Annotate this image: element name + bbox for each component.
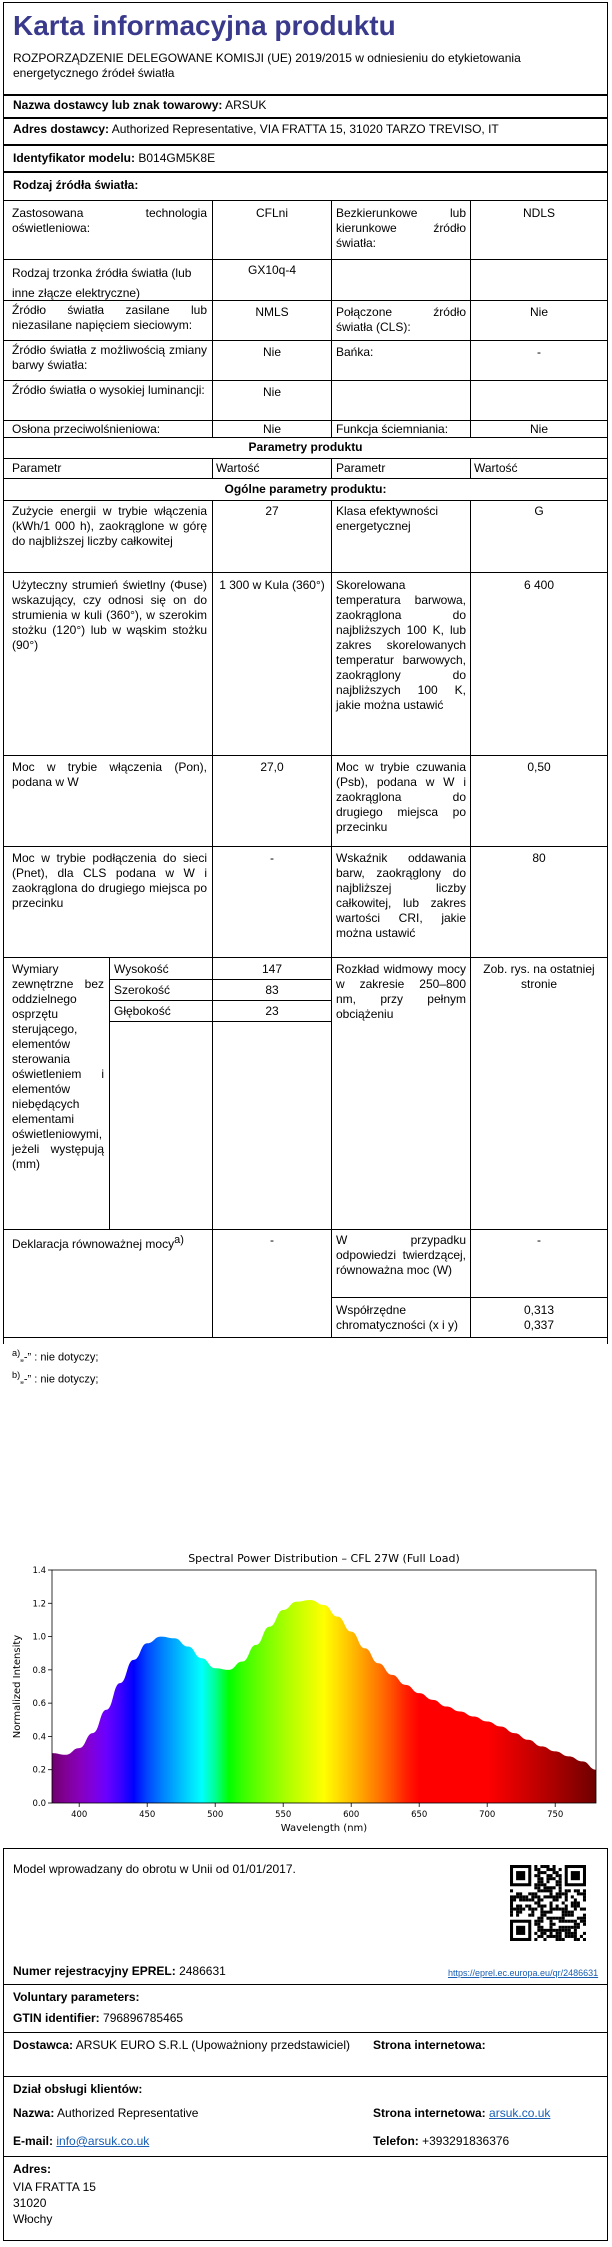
gtin-row: GTIN identifier: 796896785465 (13, 2011, 184, 2025)
service-name-row: Nazwa: Authorized Representative (13, 2106, 199, 2120)
voluntary-heading: Voluntary parameters: (13, 1990, 140, 2004)
spectrum-area (52, 1600, 596, 1803)
dim-width-value: 83 (265, 983, 279, 997)
source-row-3-value2: Nie (529, 305, 548, 319)
param-flux-label: Użyteczny strumień świetlny (Φuse) wskazujący, czy odnosi się on do strumienia w kuli (360°), w szerokim stożku (120°) lub w wąskim stożku (90°) (12, 578, 207, 652)
service-address-line-3: Włochy (13, 2212, 53, 2226)
y-tick-label-1: 1.0 (32, 1632, 46, 1643)
dim-depth-value: 23 (265, 1004, 279, 1018)
source-row-4-label: Źródło światła z możliwością zmiany barwy światła: (12, 343, 207, 372)
service-website-row: Strona internetowa: arsuk.co.uk (373, 2106, 551, 2120)
param-spectrum-value: Zob. rys. na ostatniej stronie (483, 962, 595, 991)
param-class-value: G (534, 504, 544, 518)
param-chroma-label: Współrzędne chromatyczności (x i y) (336, 1303, 459, 1332)
chart-title: Spectral Power Distribution – CFL 27W (Full Load) (188, 1552, 460, 1565)
source-row-6-label: Osłona przeciwolśnieniowa: (12, 422, 161, 436)
dim-depth-label: Głębokość (114, 1004, 171, 1018)
param-led-value: - (537, 1233, 541, 1247)
regulation-text: ROZPORZĄDZENIE DELEGOWANE KOMISJI (UE) 2019/2015 w odniesieniu do etykietowania energetycznego źródeł światła (13, 51, 521, 80)
source-row-4-label2: Bańka: (336, 345, 374, 359)
params-heading: Parametry produktu (248, 440, 363, 454)
source-row-3-label: Źródło światła zasilane lub niezasilane napięciem sieciowym: (12, 303, 207, 332)
x-tick-label-600: 600 (343, 1810, 360, 1820)
eprel-link[interactable]: https://eprel.ec.europa.eu/qr/2486631 (448, 1968, 599, 1978)
x-tick-label-550: 550 (275, 1810, 292, 1820)
source-row-1-label2: Bezkierunkowe lub kierunkowe źródło światła: (336, 206, 466, 250)
param-pon-label: Moc w trybie włączenia (Pon), podana w W (12, 760, 207, 789)
supplier-name-row: Nazwa dostawcy lub znak towarowy: ARSUK (13, 98, 267, 112)
dostawca-website-label: Strona internetowa: (373, 2038, 486, 2052)
param-energy-label: Zużycie energii w trybie włączenia (kWh/1 000 h), zaokrąglone w górę do najbliższej liczby całkowitej (12, 504, 207, 548)
y-tick-label-0.4: 0.4 (32, 1732, 46, 1743)
dim-height-value: 147 (261, 962, 283, 976)
service-address-label: Adres: (13, 2162, 52, 2176)
y-axis-label: Normalized Intensity (12, 1634, 23, 1739)
qr-code-icon[interactable] (510, 1865, 586, 1941)
col-param-header-2: Parametr (336, 461, 386, 475)
param-cct-value: 6 400 (523, 578, 555, 592)
x-axis-label: Wavelength (nm) (280, 1823, 368, 1834)
x-tick-label-650: 650 (411, 1810, 428, 1820)
param-pnet-value: - (270, 851, 274, 865)
x-tick-label-500: 500 (207, 1810, 224, 1820)
param-chroma-value-x: 0,313 (523, 1303, 555, 1317)
source-row-6-value2: Nie (529, 422, 548, 436)
market-date-text: Model wprowadzany do obrotu w Unii od 01/01/2017. (13, 1862, 296, 1876)
source-row-3-value: NMLS (255, 305, 289, 319)
footnote-b: $^{b)}$„-” : nie dotyczy; (12, 1370, 99, 1386)
param-cri-label: Wskaźnik oddawania barw, zaokrąglony do najbliższej liczby całkowitej, lub zakres wartości CRI, jakie można ustawić (336, 851, 466, 940)
footnote-a: $^{a)}$„-” : nie dotyczy; (12, 1348, 99, 1364)
x-tick-label-700: 700 (479, 1810, 496, 1820)
dim-width-label: Szerokość (114, 983, 171, 997)
param-cct-label: Skorelowana temperatura barwowa, zaokrąglona do najbliższych 100 K, lub zakres skorelowanych temperatur barwowych, zaokrąglony do najbliższych 100 K, jakie można ustawić (336, 578, 466, 712)
param-pon-value: 27,0 (260, 760, 284, 774)
source-row-6-label2: Funkcja ściemniania: (336, 422, 449, 436)
source-row-2-label: Rodzaj trzonka źródła światła (lub inne złącze elektryczne) (12, 266, 192, 300)
source-row-4-value: Nie (262, 345, 281, 359)
y-tick-label-0.8: 0.8 (32, 1665, 46, 1676)
x-tick-label-750: 750 (547, 1810, 564, 1820)
source-row-1-value: CFLni (255, 206, 288, 220)
source-row-3-label2: Połączone źródło światła (CLS): (336, 305, 466, 334)
y-tick-label-1.2: 1.2 (32, 1599, 46, 1610)
website-link[interactable]: arsuk.co.uk (489, 2106, 551, 2120)
param-spectrum-label: Rozkład widmowy mocy w zakresie 250–800 nm, przy pełnym obciążeniu (336, 962, 466, 1021)
param-cri-value: 80 (532, 851, 546, 865)
source-row-6-value: Nie (262, 422, 281, 436)
dostawca-row: Dostawca: ARSUK EURO S.R.L (Upoważniony przedstawiciel) (13, 2038, 351, 2052)
source-row-4-value2: - (537, 345, 541, 359)
source-row-1-value2: NDLS (522, 206, 555, 220)
source-row-1-label: Zastosowana technologia oświetleniowa: (12, 206, 207, 235)
param-chroma-value-y: 0,337 (523, 1318, 555, 1332)
source-row-5-label: Źródło światła o wysokiej luminancji: (12, 383, 205, 397)
x-tick-label-450: 450 (139, 1810, 156, 1820)
param-class-label: Klasa efektywności energetycznej (336, 504, 439, 533)
y-tick-label-0.6: 0.6 (32, 1699, 46, 1710)
customer-service-heading: Dział obsługi klientów: (13, 2082, 143, 2096)
source-type-heading: Rodzaj źródła światła: (13, 178, 139, 192)
source-row-5-value: Nie (262, 385, 281, 399)
param-equiv-label: Deklaracja równoważnej mocy$^{a)}$ (12, 1234, 184, 1251)
param-dims-label: Wymiary zewnętrzne bez oddzielnego osprzętu sterującego, elementów sterowania oświetleniem i elementów niebędących elementami oświetleniowymi, jeżeli występują (mm) (12, 962, 104, 1171)
service-address-line-2: 31020 (13, 2196, 47, 2210)
param-equiv-value: - (270, 1233, 274, 1247)
param-psb-label: Moc w trybie czuwania (Psb), podana w W i zaokrąglona do drugiego miejsca po przecinku (336, 760, 466, 834)
service-address-line-1: VIA FRATTA 15 (13, 2180, 96, 2194)
col-value-header-2: Wartość (474, 461, 518, 475)
page-title: Karta informacyjna produktu (13, 10, 396, 41)
col-param-header-1: Parametr (12, 461, 62, 475)
param-psb-value: 0,50 (527, 760, 551, 774)
y-tick-label-1.4: 1.4 (32, 1566, 46, 1576)
dim-height-label: Wysokość (114, 962, 169, 976)
param-flux-value: 1 300 w Kula (360°) (219, 578, 325, 592)
col-value-header-1: Wartość (216, 461, 260, 475)
model-id-row: Identyfikator modelu: B014GM5K8E (13, 151, 216, 165)
spectral-power-chart (0, 1545, 612, 1845)
x-tick-label-400: 400 (71, 1810, 88, 1820)
param-pnet-label: Moc w trybie podłączenia do sieci (Pnet), dla CLS podana w W i zaokrąglona do drugiego miejsca po przecinku (12, 851, 207, 910)
service-phone-row: Telefon: +393291836376 (373, 2134, 510, 2148)
param-led-label: W przypadku odpowiedzi twierdzącej, równoważna moc (W) (336, 1233, 466, 1277)
service-email-row: E-mail: info@arsuk.co.uk (13, 2134, 150, 2148)
param-energy-value: 27 (265, 504, 279, 518)
email-link[interactable]: info@arsuk.co.uk (56, 2134, 150, 2148)
source-row-2-value: GX10q-4 (247, 263, 297, 277)
general-params-heading: Ogólne parametry produktu: (224, 482, 387, 496)
y-tick-label-0: 0.0 (32, 1799, 46, 1809)
supplier-address-row: Adres dostawcy: Authorized Representative, VIA FRATTA 15, 31020 TARZO TREVISO, IT (13, 122, 499, 136)
eprel-row: Numer rejestracyjny EPREL: 2486631 (13, 1964, 226, 1978)
y-tick-label-0.2: 0.2 (32, 1765, 46, 1776)
